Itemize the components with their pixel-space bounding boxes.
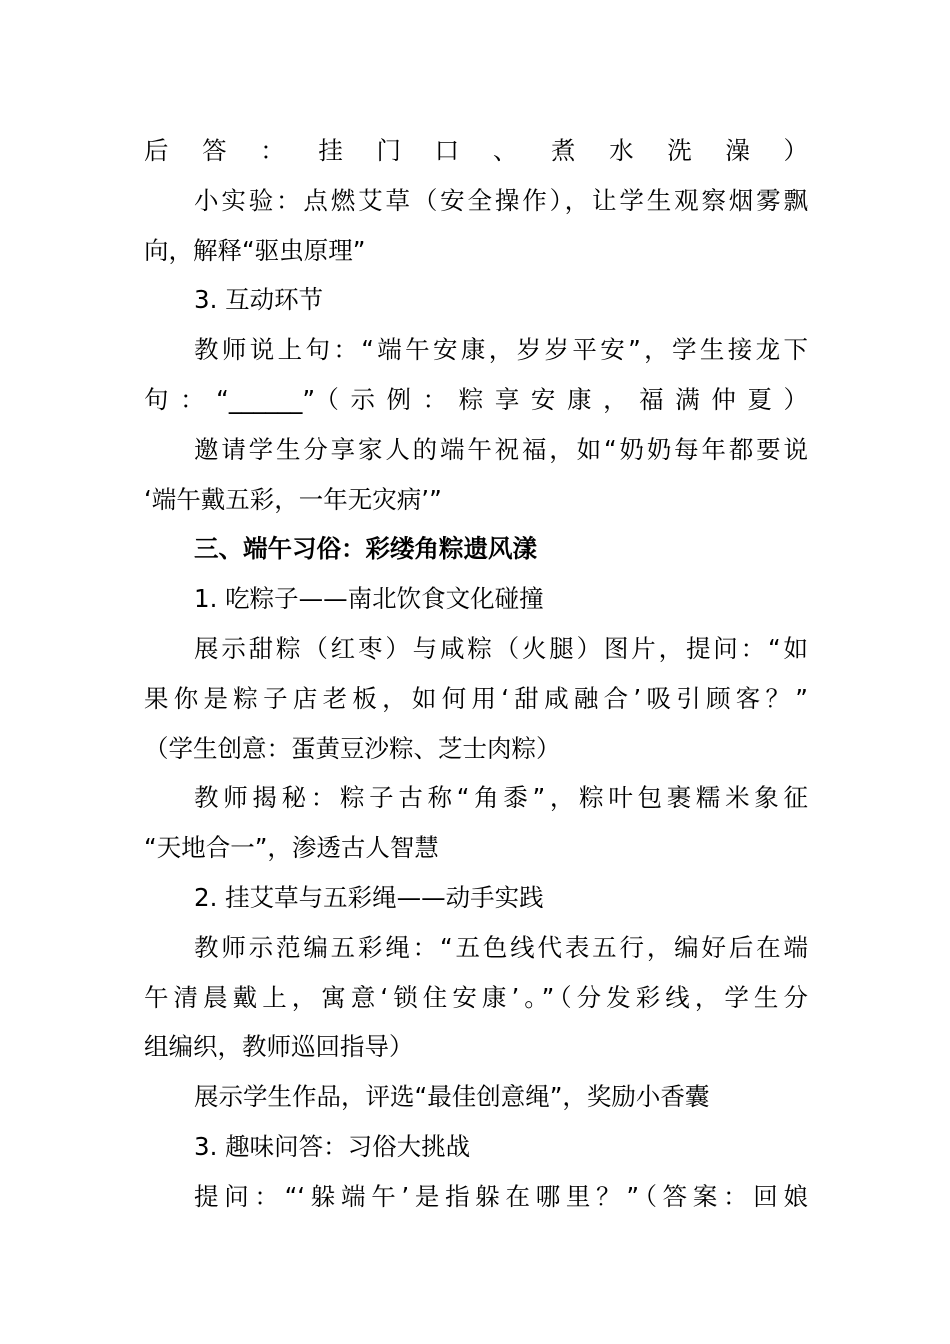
section-heading: 三、端午习俗：彩缕角粽遗风漾 — [194, 534, 537, 564]
document-body — [144, 126, 808, 1222]
text-line-12: 果你是粽子店老板，如何用‘甜咸融合’吸引顾客？” — [144, 683, 808, 713]
text-line-22: 提问：“‘躲端午’是指躲在哪里？”（答案：回娘 — [194, 1181, 808, 1211]
section-item-heading: 2. 挂艾草与五彩绳——动手实践 — [194, 882, 544, 912]
section-item-heading: 3. 趣味问答：习俗大挑战 — [194, 1131, 471, 1161]
text-line-20: 展示学生作品，评选“最佳创意绳”，奖励小香囊 — [194, 1082, 710, 1112]
text-line-15: “天地合一”，渗透古人智慧 — [144, 833, 439, 863]
text-line-6: 句：“______”（示例：粽享安康，福满仲夏） — [144, 384, 808, 414]
text-line-2: 小实验：点燃艾草（安全操作），让学生观察烟雾飘 — [194, 185, 808, 215]
section-item-heading: 1. 吃粽子——南北饮食文化碰撞 — [194, 584, 544, 614]
section-item-heading: 3. 互动环节 — [194, 285, 324, 315]
text-line-7: 邀请学生分享家人的端午祝福，如“奶奶每年都要说 — [194, 434, 808, 464]
text-line-5: 教师说上句：“端午安康，岁岁平安”，学生接龙下 — [194, 335, 808, 365]
text-line-8: ‘端午戴五彩，一年无灾病’” — [144, 484, 442, 514]
text-line-14: 教师揭秘：粽子古称“角黍”，粽叶包裹糯米象征 — [194, 783, 808, 813]
text-line-13: （学生创意：蛋黄豆沙粽、芝士肉粽） — [144, 733, 561, 763]
text-line-18: 午清晨戴上，寓意‘锁住安康’。”（分发彩线，学生分 — [144, 982, 808, 1012]
text-line-11: 展示甜粽（红枣）与咸粽（火腿）图片，提问：“如 — [194, 633, 808, 663]
text-line-1: 后答：挂门口、煮水洗澡） — [144, 136, 808, 165]
text-line-19: 组编织，教师巡回指导） — [144, 1032, 414, 1062]
text-line-17: 教师示范编五彩绳：“五色线代表五行，编好后在端 — [194, 932, 808, 962]
text-line-3: 向，解释“驱虫原理” — [144, 235, 366, 265]
